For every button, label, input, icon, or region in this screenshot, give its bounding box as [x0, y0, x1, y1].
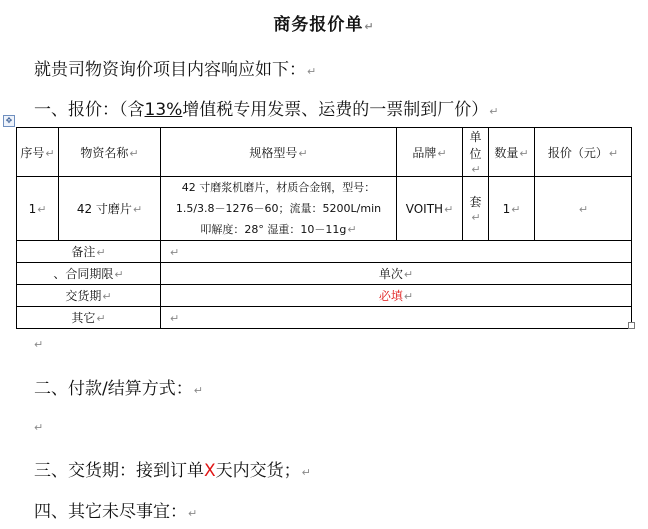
header-qty: 数量↵ [489, 128, 535, 177]
other-heading: 四、其它未尽事宜：↵ [34, 502, 198, 522]
cell-index[interactable]: 1↵ [17, 177, 59, 241]
paragraph-mark-icon: ↵ [34, 338, 44, 351]
remark-label: 备注↵ [17, 241, 161, 263]
header-index: 序号↵ [17, 128, 59, 177]
quote-table [16, 127, 632, 329]
header-brand: 品牌↵ [397, 128, 463, 177]
document-title: 商务报价单↵ [273, 15, 375, 35]
cell-name[interactable]: 42 寸磨片↵ [59, 177, 161, 241]
delivery-value[interactable]: 必填↵ [161, 285, 632, 307]
other-row [17, 307, 632, 329]
paragraph-mark-icon: ↵ [193, 384, 203, 397]
paragraph-mark-icon: ↵ [307, 65, 317, 78]
cell-qty[interactable]: 1↵ [489, 177, 535, 241]
delivery-heading: 三、交货期：接到订单X天内交货；↵ [34, 461, 311, 481]
table-header-row [17, 128, 632, 177]
remark-value[interactable]: ↵ [161, 241, 632, 263]
delivery-label: 交货期↵ [17, 285, 161, 307]
cell-price[interactable]: ↵ [535, 177, 632, 241]
cell-spec[interactable]: 42 寸磨浆机磨片，材质合金钢，型号： 1.5/3.8－1276－60；流量：5200L/min 叩解度：28° 湿重：10－11g↵ [161, 177, 397, 241]
table-move-handle-icon[interactable]: ✥ [3, 115, 15, 127]
remark-row [17, 241, 632, 263]
paragraph-mark-icon: ↵ [364, 20, 375, 33]
contract-value[interactable]: 单次↵ [161, 263, 632, 285]
table-row [17, 177, 632, 241]
paragraph-mark-icon: ↵ [34, 421, 44, 434]
header-name: 物资名称↵ [59, 128, 161, 177]
cell-brand[interactable]: VOITH↵ [397, 177, 463, 241]
paragraph-mark-icon: ↵ [188, 507, 198, 520]
paragraph-mark-icon: ↵ [301, 466, 311, 479]
contract-row [17, 263, 632, 285]
contract-label: 、合同期限↵ [17, 263, 161, 285]
header-price: 报价（元）↵ [535, 128, 632, 177]
delivery-row [17, 285, 632, 307]
payment-heading: 二、付款/结算方式：↵ [34, 379, 203, 399]
header-spec: 规格型号↵ [161, 128, 397, 177]
quote-heading: 一、报价：（含13%增值税专用发票、运费的一票制到厂价）↵ [34, 100, 499, 120]
table-resize-handle[interactable] [628, 322, 635, 329]
paragraph-mark-icon: ↵ [489, 105, 499, 118]
other-value[interactable]: ↵ [161, 307, 632, 329]
header-unit: 单位↵ [463, 128, 489, 177]
intro-line: 就贵司物资询价项目内容响应如下：↵ [34, 60, 317, 80]
other-label: 其它↵ [17, 307, 161, 329]
cell-unit[interactable]: 套↵ [463, 177, 489, 241]
